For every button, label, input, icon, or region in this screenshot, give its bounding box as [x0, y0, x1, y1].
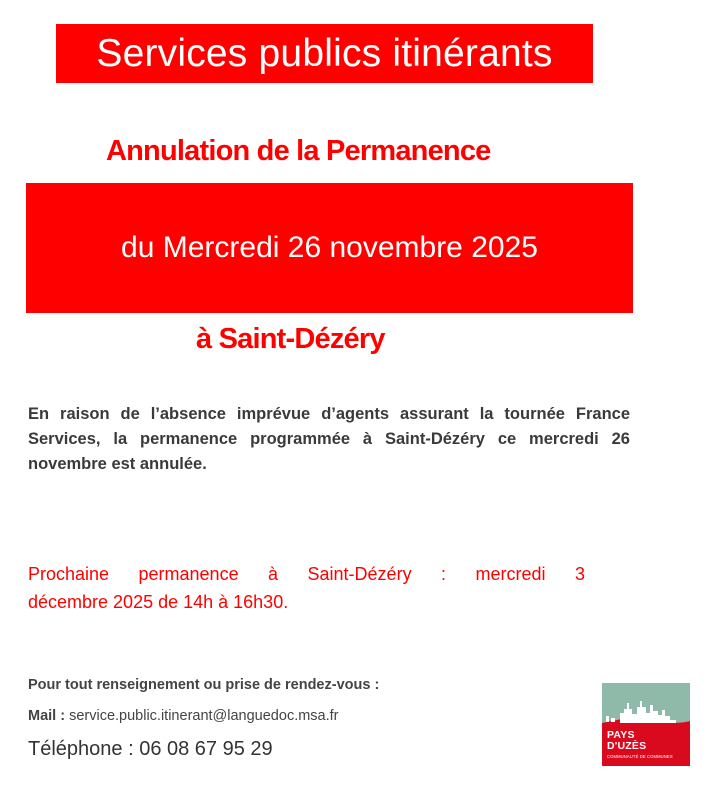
page-title: Services publics itinérants	[56, 24, 593, 83]
contact-mail	[28, 708, 339, 724]
next-session-line-1: Prochaine permanence à Saint-Dézéry : mercredi 3	[28, 564, 585, 584]
cancellation-heading: Annulation de la Permanence	[106, 135, 491, 167]
location-heading: à Saint-Dézéry	[196, 323, 385, 355]
mail-address-link[interactable]: service.public.itinerant@languedoc.msa.fr	[69, 708, 339, 724]
cancellation-explanation: En raison de l’absence imprévue d’agents assurant la tournée France Services, la permanence programmée à Saint-Dézéry ce mercredi 26 novembre est annulée.	[28, 405, 630, 473]
pays-uzes-logo	[602, 683, 690, 766]
contact-phone: Téléphone : 06 08 67 95 29	[28, 738, 273, 760]
logo-name: PAYS D'UZÈS	[607, 729, 647, 752]
next-session-info	[28, 560, 585, 616]
logo-tagline: COMMUNAUTÉ DE COMMUNES	[607, 754, 673, 759]
mail-label: Mail :	[28, 708, 66, 724]
contact-intro: Pour tout renseignement ou prise de rendez-vous :	[28, 677, 380, 693]
next-session-line-2: décembre 2025 de 14h à 16h30.	[28, 592, 289, 612]
cancelled-date-banner: du Mercredi 26 novembre 2025	[26, 183, 633, 313]
